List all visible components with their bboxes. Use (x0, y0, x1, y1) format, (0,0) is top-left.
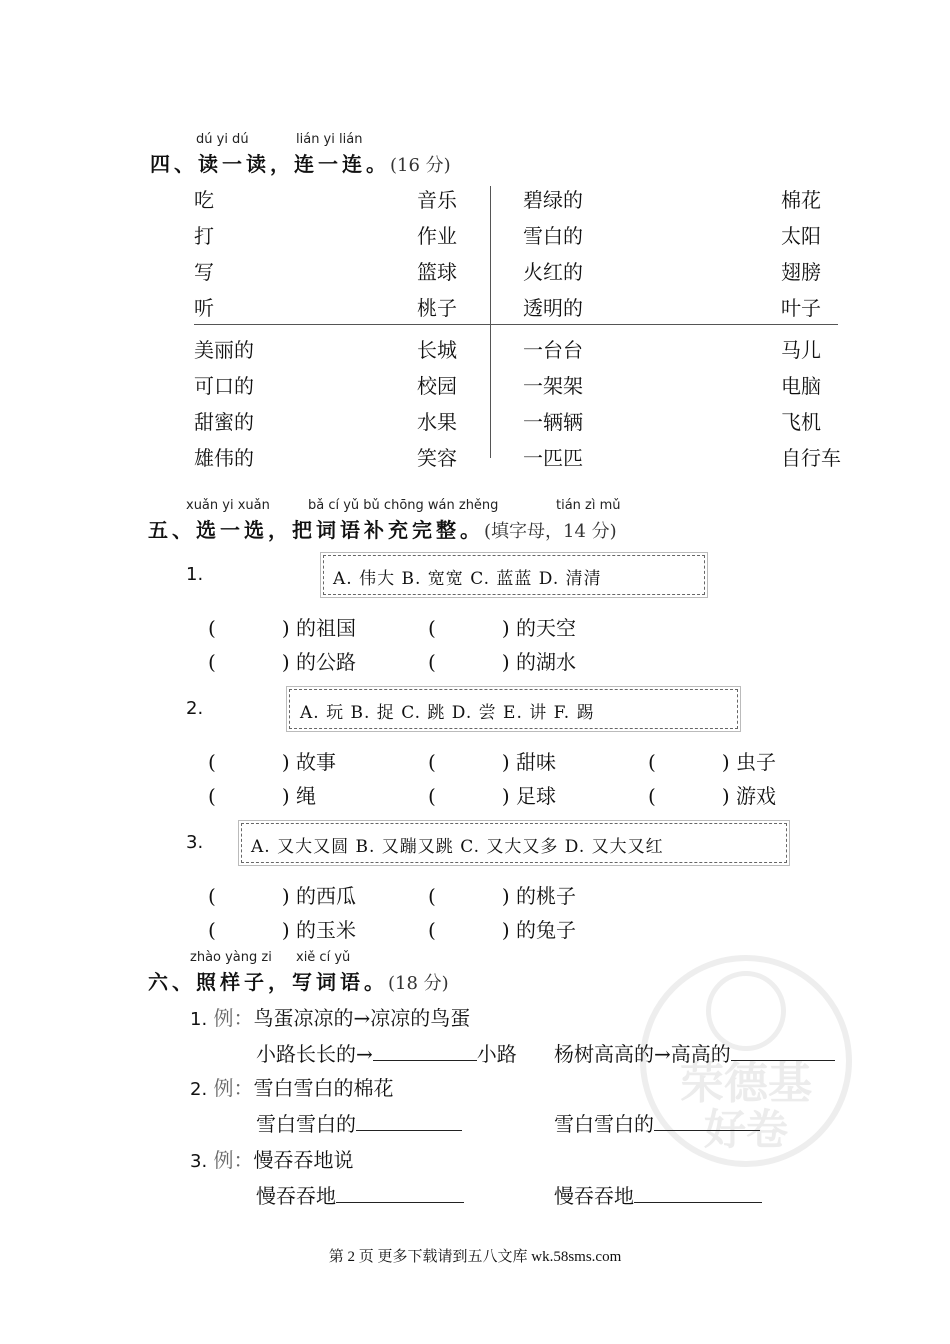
section5-score: (填字母，14 分) (484, 521, 617, 542)
list-item: 吃 (194, 188, 214, 212)
list-item: 一架架 (523, 374, 583, 398)
fill-item: ( ) 的湖水 (428, 650, 576, 674)
match-group1-right (417, 182, 457, 326)
answer-line: 慢吞吞地 (554, 1180, 762, 1209)
section6-heading: 六、照样子，写词语。 (148, 970, 388, 994)
section4-score: (16 分) (390, 155, 451, 176)
match-group2-left (523, 182, 583, 326)
fill-item: ( ) 故事 (208, 750, 336, 774)
fill-item: ( ) 的玉米 (208, 918, 356, 942)
answer-blank[interactable] (373, 1040, 477, 1061)
options-text: A. 又大又圆 B. 又蹦又跳 C. 又大又多 D. 又大又红 (251, 837, 664, 857)
example-text: 雪白雪白的棉花 (253, 1076, 394, 1100)
list-item: 长城 (417, 338, 457, 362)
list-item: 雄伟的 (194, 446, 254, 470)
list-item: 甜蜜的 (194, 410, 254, 434)
answer-line: 小路长长的→ 小路 (256, 1042, 517, 1066)
list-item: 水果 (417, 410, 457, 434)
section6-score: (18 分) (388, 973, 449, 994)
example-label: 例： (213, 1148, 254, 1172)
match-horizontal-divider (194, 324, 838, 325)
options-box (241, 823, 787, 863)
answer-blank[interactable] (336, 1182, 464, 1203)
fill-item: ( ) 的天空 (428, 616, 576, 640)
match-vertical-divider (490, 186, 491, 458)
match-group4-right (781, 332, 841, 476)
list-item: 一台台 (523, 338, 583, 362)
match-group1-left (194, 182, 214, 326)
fill-item: ( ) 绳 (208, 784, 316, 808)
pinyin-section4-b: lián yi lián (296, 132, 363, 147)
pinyin-section5-c: tián zì mǔ (556, 498, 621, 513)
list-item: 翅膀 (781, 260, 821, 284)
list-item: 一辆辆 (523, 410, 583, 434)
list-item: 美丽的 (194, 338, 254, 362)
pinyin-section5-a: xuǎn yi xuǎn (186, 498, 270, 513)
match-group3-left (194, 332, 254, 476)
list-item: 校园 (417, 374, 457, 398)
fill-item: ( ) 足球 (428, 784, 556, 808)
page-footer: 第 2 页 更多下载请到五八文库 wk.58sms.com (328, 1249, 622, 1265)
answer-line: 杨树高高的→高高的 (554, 1038, 835, 1067)
example-line: 3. 例：慢吞吞地说 (190, 1148, 354, 1172)
pinyin-section6-b: xiě cí yǔ (296, 950, 351, 965)
list-item: 太阳 (781, 224, 821, 248)
example-line: 2. 例：雪白雪白的棉花 (190, 1076, 394, 1100)
list-item: 碧绿的 (523, 188, 583, 212)
list-item: 可口的 (194, 374, 254, 398)
list-item: 电脑 (781, 374, 821, 398)
fill-item: ( ) 的祖国 (208, 616, 356, 640)
list-item: 音乐 (417, 188, 457, 212)
pinyin-section4-a: dú yi dú (196, 132, 249, 147)
options-box (323, 555, 705, 595)
match-group3-right (417, 332, 457, 476)
watermark-text-top: 荣德基 (680, 1058, 812, 1109)
example-label: 例： (213, 1076, 254, 1100)
example-line: 1. 例：鸟蛋凉凉的→凉凉的鸟蛋 (190, 1006, 471, 1030)
list-item: 飞机 (781, 410, 821, 434)
match-group2-right (781, 182, 821, 326)
options-text: A. 玩 B. 捉 C. 跳 D. 尝 E. 讲 F. 踢 (300, 703, 595, 723)
list-item: 笑容 (417, 446, 457, 470)
pinyin-section5-b: bǎ cí yǔ bǔ chōng wán zhěng (308, 498, 499, 513)
match-group4-left (523, 332, 583, 476)
options-text: A. 伟大 B. 宽宽 C. 蓝蓝 D. 清清 (333, 569, 602, 589)
list-item: 马儿 (781, 338, 821, 362)
list-item: 作业 (417, 224, 457, 248)
question-number: 3. (186, 832, 204, 853)
list-item: 写 (194, 260, 214, 284)
section6-title (148, 966, 449, 995)
list-item: 一匹匹 (523, 446, 583, 470)
question-number: 1. (186, 564, 204, 585)
answer-blank[interactable] (654, 1110, 760, 1131)
question-number: 2. (186, 698, 204, 719)
list-item: 火红的 (523, 260, 583, 284)
answer-blank[interactable] (356, 1110, 462, 1131)
section5-title (148, 514, 617, 543)
fill-item: ( ) 虫子 (648, 750, 776, 774)
answer-blank[interactable] (634, 1182, 762, 1203)
list-item: 桃子 (417, 296, 457, 320)
list-item: 自行车 (781, 446, 841, 470)
list-item: 棉花 (781, 188, 821, 212)
fill-item: ( ) 的桃子 (428, 884, 576, 908)
list-item: 篮球 (417, 260, 457, 284)
fill-item: ( ) 的兔子 (428, 918, 576, 942)
answer-blank[interactable] (731, 1040, 835, 1061)
answer-line: 慢吞吞地 (256, 1180, 464, 1209)
list-item: 打 (194, 224, 214, 248)
list-item: 叶子 (781, 296, 821, 320)
section4-title (150, 148, 451, 177)
answer-line: 雪白雪白的 (554, 1108, 760, 1137)
pinyin-section6-a: zhào yàng zi (190, 950, 272, 965)
example-text: 慢吞吞地说 (253, 1148, 354, 1172)
fill-item: ( ) 的西瓜 (208, 884, 356, 908)
section5-heading: 五、选一选，把词语补充完整。 (148, 518, 484, 542)
example-label: 例： (213, 1006, 254, 1030)
list-item: 透明的 (523, 296, 583, 320)
fill-item: ( ) 的公路 (208, 650, 356, 674)
list-item: 雪白的 (523, 224, 583, 248)
fill-item: ( ) 甜味 (428, 750, 556, 774)
section4-heading: 四、读一读，连一连。 (150, 152, 390, 176)
fill-item: ( ) 游戏 (648, 784, 776, 808)
example-text: 鸟蛋凉凉的→凉凉的鸟蛋 (253, 1006, 471, 1030)
options-box (289, 689, 738, 729)
answer-line: 雪白雪白的 (256, 1108, 462, 1137)
watermark-text-bottom: 好卷 (703, 1105, 788, 1154)
list-item: 听 (194, 296, 214, 320)
